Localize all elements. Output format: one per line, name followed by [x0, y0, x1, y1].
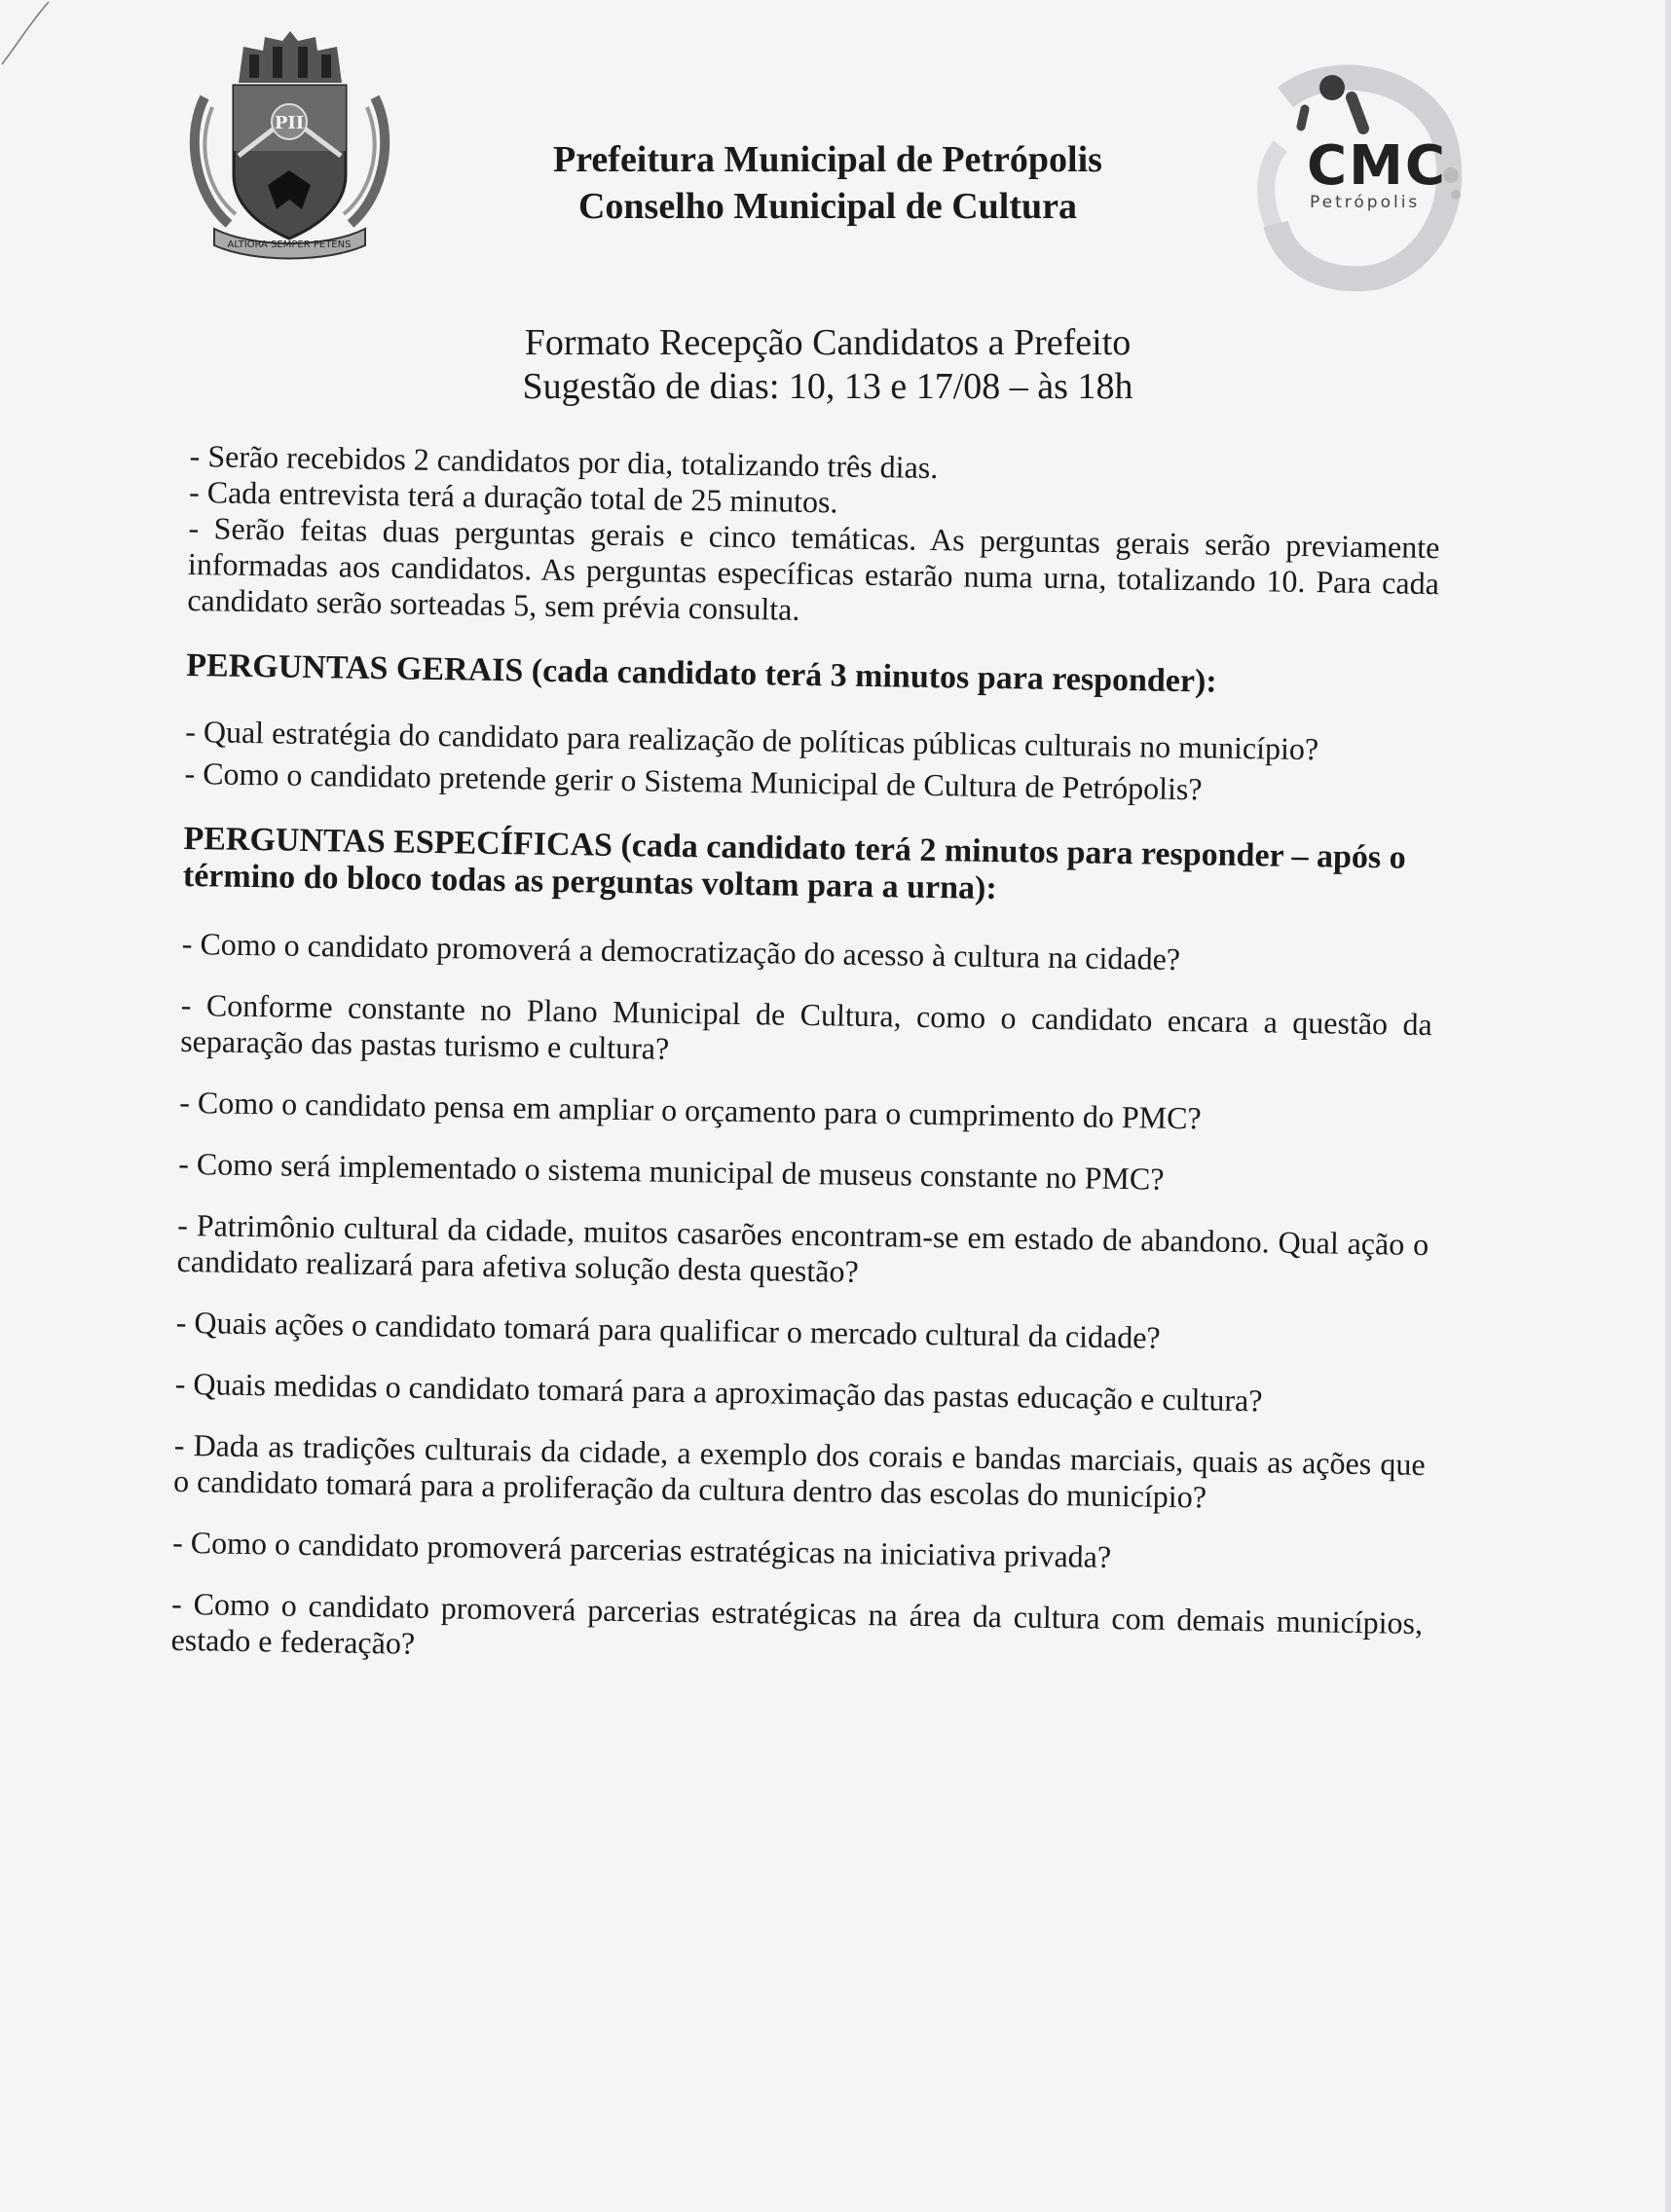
intro-list	[187, 438, 1441, 638]
specific-questions-heading: PERGUNTAS ESPECÍFICAS (cada candidato terá 2 minutos para responder – após o término do bloco todas as perguntas voltam para a urna):	[182, 820, 1406, 907]
specific-question: - Patrimônio cultural da cidade, muitos casarões encontram-se em estado de abandono. Qual ação o candidato realizará para afetiva solução desta questão?	[176, 1206, 1430, 1289]
specific-question: - Como o candidato promoverá a democratização do acesso à cultura na cidade?	[181, 925, 1181, 977]
title-line-dates: Sugestão de dias: 10, 13 e 17/08 – às 18h	[522, 366, 1133, 407]
cmc-logo-subtitle: Petrópolis	[1310, 193, 1421, 212]
general-question: - Como o candidato pretende gerir o Sistema Municipal de Cultura de Petrópolis?	[184, 755, 1203, 807]
general-questions-list	[184, 714, 1436, 811]
header-line-conselho: Conselho Municipal de Cultura	[577, 186, 1078, 227]
specific-question: - Dada as tradições culturais da cidade, a exemplo dos corais e bandas marciais, quais as ações que o candidato tomará para a proliferação da cultura dentro das escolas do município?	[172, 1426, 1426, 1515]
page-edge	[1665, 0, 1671, 2212]
intro-item: - Serão recebidos 2 candidatos por dia, totalizando três dias.	[189, 438, 939, 486]
crest-motto: ALTIORA SEMPER PETENS	[227, 240, 352, 250]
header-titles	[526, 136, 1130, 230]
cmc-logo-text: CMC	[1307, 134, 1447, 198]
specific-question: - Como o candidato pensa em ampliar o orçamento para o cumprimento do PMC?	[179, 1084, 1202, 1136]
specific-question: - Quais ações o candidato tomará para qualificar o mercado cultural da cidade?	[175, 1304, 1161, 1355]
specific-questions-list	[170, 926, 1433, 1677]
specific-question: - Como será implementado o sistema municipal de museus constante no PMC?	[178, 1145, 1165, 1197]
crest-initials: PII	[274, 113, 305, 133]
specific-question: - Como o candidato promoverá parcerias estratégicas na área da cultura com demais municípios, estado e federação?	[170, 1585, 1424, 1661]
pen-stroke-mark	[0, 0, 58, 68]
specific-question: - Conforme constante no Plano Municipal de Cultura, como o candidato encara a questão da separação das pastas turismo e cultura?	[179, 986, 1432, 1066]
document-title	[467, 321, 1188, 409]
intro-item: - Cada entrevista terá a duração total de 25 minutos.	[188, 473, 838, 520]
specific-question: - Como o candidato promoverá parcerias estratégicas na iniciativa privada?	[171, 1524, 1112, 1575]
specific-question: - Quais medidas o candidato tomará para a aproximação das pastas educação e cultura?	[174, 1365, 1263, 1419]
municipal-crest-logo	[185, 29, 394, 263]
document-body	[170, 438, 1441, 1677]
title-line-format: Formato Recepção Candidatos a Prefeito	[524, 322, 1132, 363]
header-line-prefeitura: Prefeitura Municipal de Petrópolis	[553, 139, 1102, 180]
general-question: - Qual estratégia do candidato para realização de políticas públicas culturais no município?	[184, 713, 1319, 767]
general-questions-heading: PERGUNTAS GERAIS (cada candidato terá 3 minutos para responder):	[186, 646, 1217, 700]
intro-item: - Serão feitas duas perguntas gerais e cinco temáticas. As perguntas gerais serão previamente informadas aos candidatos. As perguntas específicas estarão numa urna, totalizando 10. Para cada candidato serão sorteadas 5, sem prévia consulta.	[187, 509, 1440, 627]
